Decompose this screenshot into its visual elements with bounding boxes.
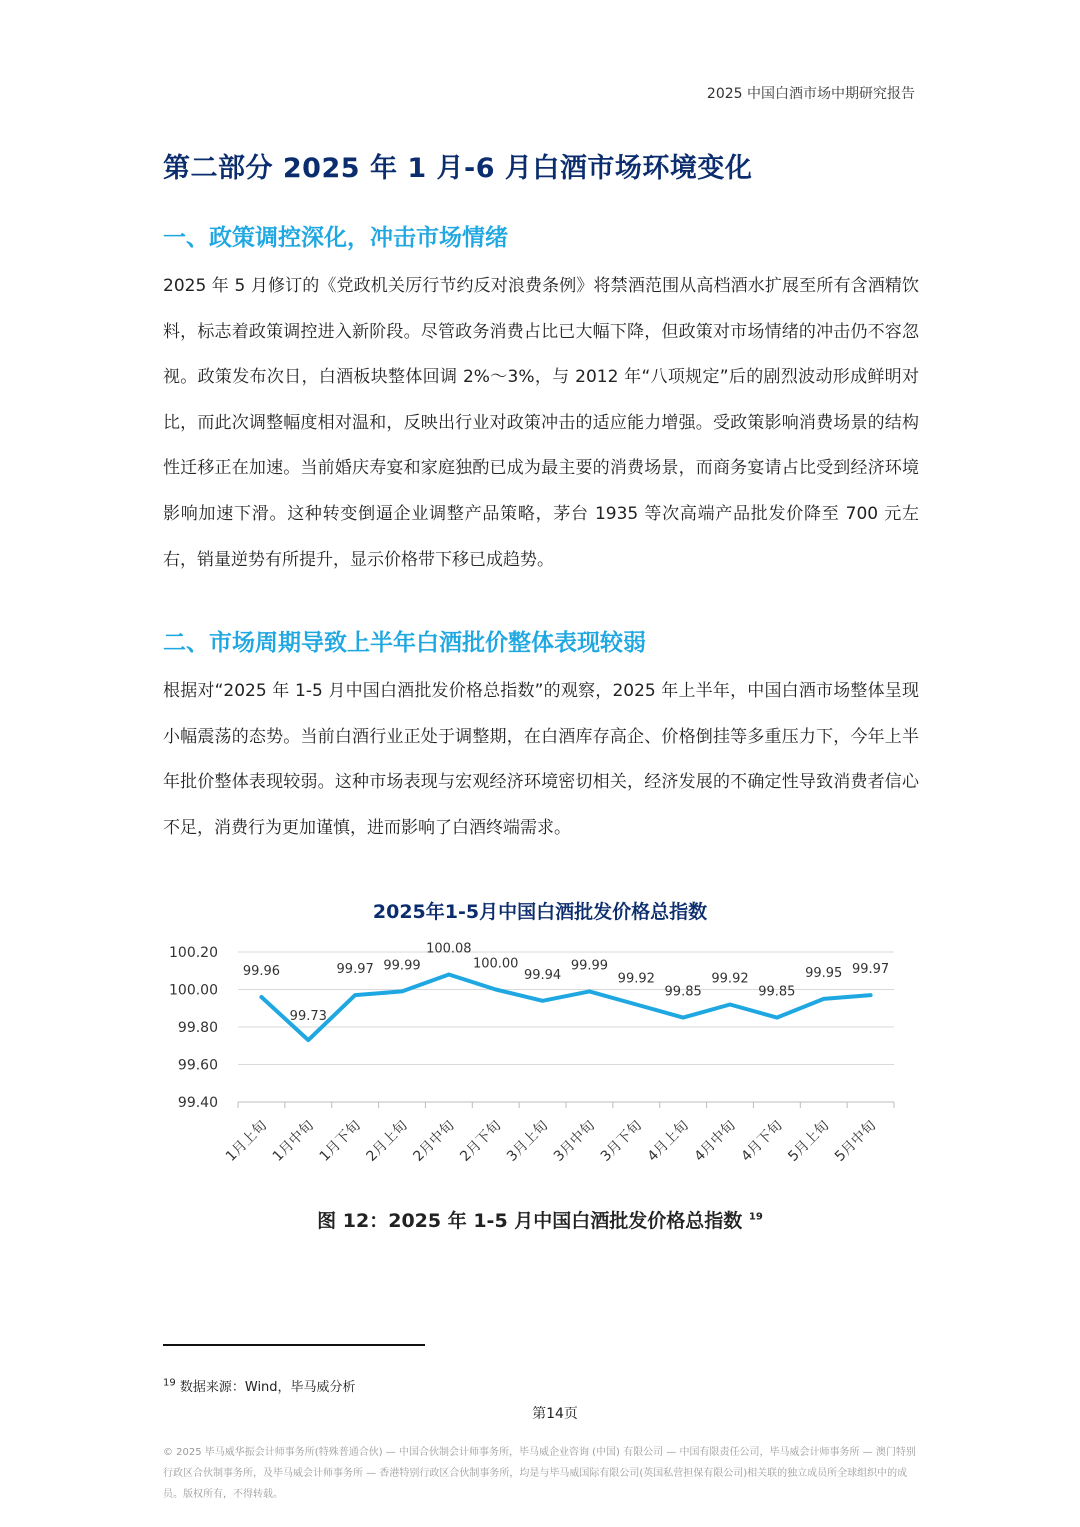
x-tick-label: 4月上旬 — [644, 1117, 692, 1165]
x-tick-label: 1月上旬 — [222, 1117, 271, 1165]
data-label: 99.96 — [242, 964, 281, 979]
x-tick-label: 2月下旬 — [457, 1117, 505, 1165]
section-1-paragraph: 2025 年 5 月修订的《党政机关厉行节约反对浪费条例》将禁酒范围从高档酒水扩展至所有含酒精饮料，标志着政策调控进入新阶段。尽管政务消费占比已大幅下降，但政策对市场情绪的冲击仍不容忽视。政策发布次日，白酒板块整体回调 2%～3%，与 2012 年“八项规定”后的剧烈波动形成鲜明对比，而此次调整幅度相对温和，反映出行业对政策冲击的适应能力增强。受政策影响消费场景的结构性迁移正在加速。当前婚庆寿宴和家庭独酌已成为最主要的消费场景，而商务宴请占比受到经济环境影响加速下滑。这种转变倒逼企业调整产品策略，茅台 1935 等次高端产品批发价降至 700 元左右，销量逆势有所提升，显示价格带下移已成趋势。 — [163, 276, 919, 570]
section-2-title: 二、市场周期导致上半年白酒批价整体表现较弱 — [163, 630, 646, 656]
x-axis-tick-labels — [223, 1117, 879, 1165]
data-label: 99.97 — [851, 962, 890, 978]
x-tick-label: 2月上旬 — [363, 1117, 411, 1165]
line-chart — [0, 930, 1080, 1190]
data-label: 99.85 — [758, 984, 796, 1000]
data-label: 99.99 — [570, 958, 609, 974]
data-label: 100.08 — [426, 941, 472, 957]
data-label: 99.92 — [617, 971, 655, 987]
data-label: 99.85 — [664, 984, 702, 1000]
x-tick-label: 2月中旬 — [410, 1117, 458, 1165]
legal-disclaimer: © 2025 毕马威华振会计师事务所(特殊普通合伙) — 中国合伙制会计师事务所，毕马威企业咨询 (中国) 有限公司 — 中国有限责任公司，毕马威会计师事务所 — 澳门特别行政区合伙制事务所，及毕马威会计师事务所 — 香港特别行政区合伙制事务所，均是与毕马威国际有限公司(英国私营担保有限公司)相关联的独立成员所全球组织中的成员。版权所有，不得转载。 — [163, 1447, 916, 1500]
x-tick-label: 3月中旬 — [550, 1117, 599, 1165]
page-number: 第14页 — [532, 1406, 578, 1422]
footnote-text: 数据来源：Wind，毕马威分析 — [179, 1380, 356, 1395]
y-tick-label: 99.40 — [177, 1095, 218, 1111]
data-label: 99.95 — [805, 965, 843, 981]
y-axis-tick-labels — [169, 945, 218, 1111]
section-2-paragraph: 根据对“2025 年 1-5 月中国白酒批发价格总指数”的观察，2025 年上半年，中国白酒市场整体呈现小幅震荡的态势。当前白酒行业正处于调整期，在白酒库存高企、价格倒挂等多重压力下，今年上半年批价整体表现较弱。这种市场表现与宏观经济环境密切相关，经济发展的不确定性导致消费者信心不足，消费行为更加谨慎，进而影响了白酒终端需求。 — [163, 681, 919, 838]
chart-title: 2025年1-5月中国白酒批发价格总指数 — [372, 901, 708, 923]
report-header-title: 2025 中国白酒市场中期研究报告 — [706, 86, 915, 102]
figure-caption — [0, 1206, 1080, 1233]
footnote-divider — [163, 1344, 425, 1346]
y-tick-label: 100.00 — [169, 982, 218, 999]
section-1-title: 一、政策调控深化，冲击市场情绪 — [163, 225, 508, 251]
footnote — [163, 1376, 356, 1395]
y-tick-label: 99.60 — [177, 1057, 218, 1074]
y-tick-label: 100.20 — [169, 945, 218, 961]
data-label: 100.00 — [472, 956, 519, 972]
x-tick-label: 1月下旬 — [316, 1117, 364, 1165]
x-tick-label: 3月上旬 — [504, 1117, 552, 1165]
x-tick-label: 1月中旬 — [269, 1117, 318, 1165]
figure-footnote-ref: 19 — [748, 1211, 763, 1223]
data-label: 99.73 — [289, 1009, 327, 1025]
footnote-marker: 19 — [163, 1377, 176, 1389]
x-tick-label: 4月下旬 — [738, 1117, 786, 1165]
x-tick-label: 3月下旬 — [597, 1117, 646, 1165]
part-title: 第二部分 2025 年 1 月-6 月白酒市场环境变化 — [163, 153, 753, 184]
figure-caption-text: 图 12：2025 年 1-5 月中国白酒批发价格总指数 — [317, 1210, 743, 1232]
data-label: 99.92 — [711, 971, 749, 987]
data-label: 99.99 — [383, 958, 421, 974]
x-tick-label: 5月中旬 — [832, 1117, 880, 1165]
x-tick-label: 5月上旬 — [785, 1117, 833, 1165]
data-label: 99.94 — [523, 967, 562, 983]
x-tick-label: 4月中旬 — [691, 1117, 739, 1165]
y-tick-label: 99.80 — [177, 1020, 218, 1036]
data-label: 99.97 — [336, 962, 374, 978]
